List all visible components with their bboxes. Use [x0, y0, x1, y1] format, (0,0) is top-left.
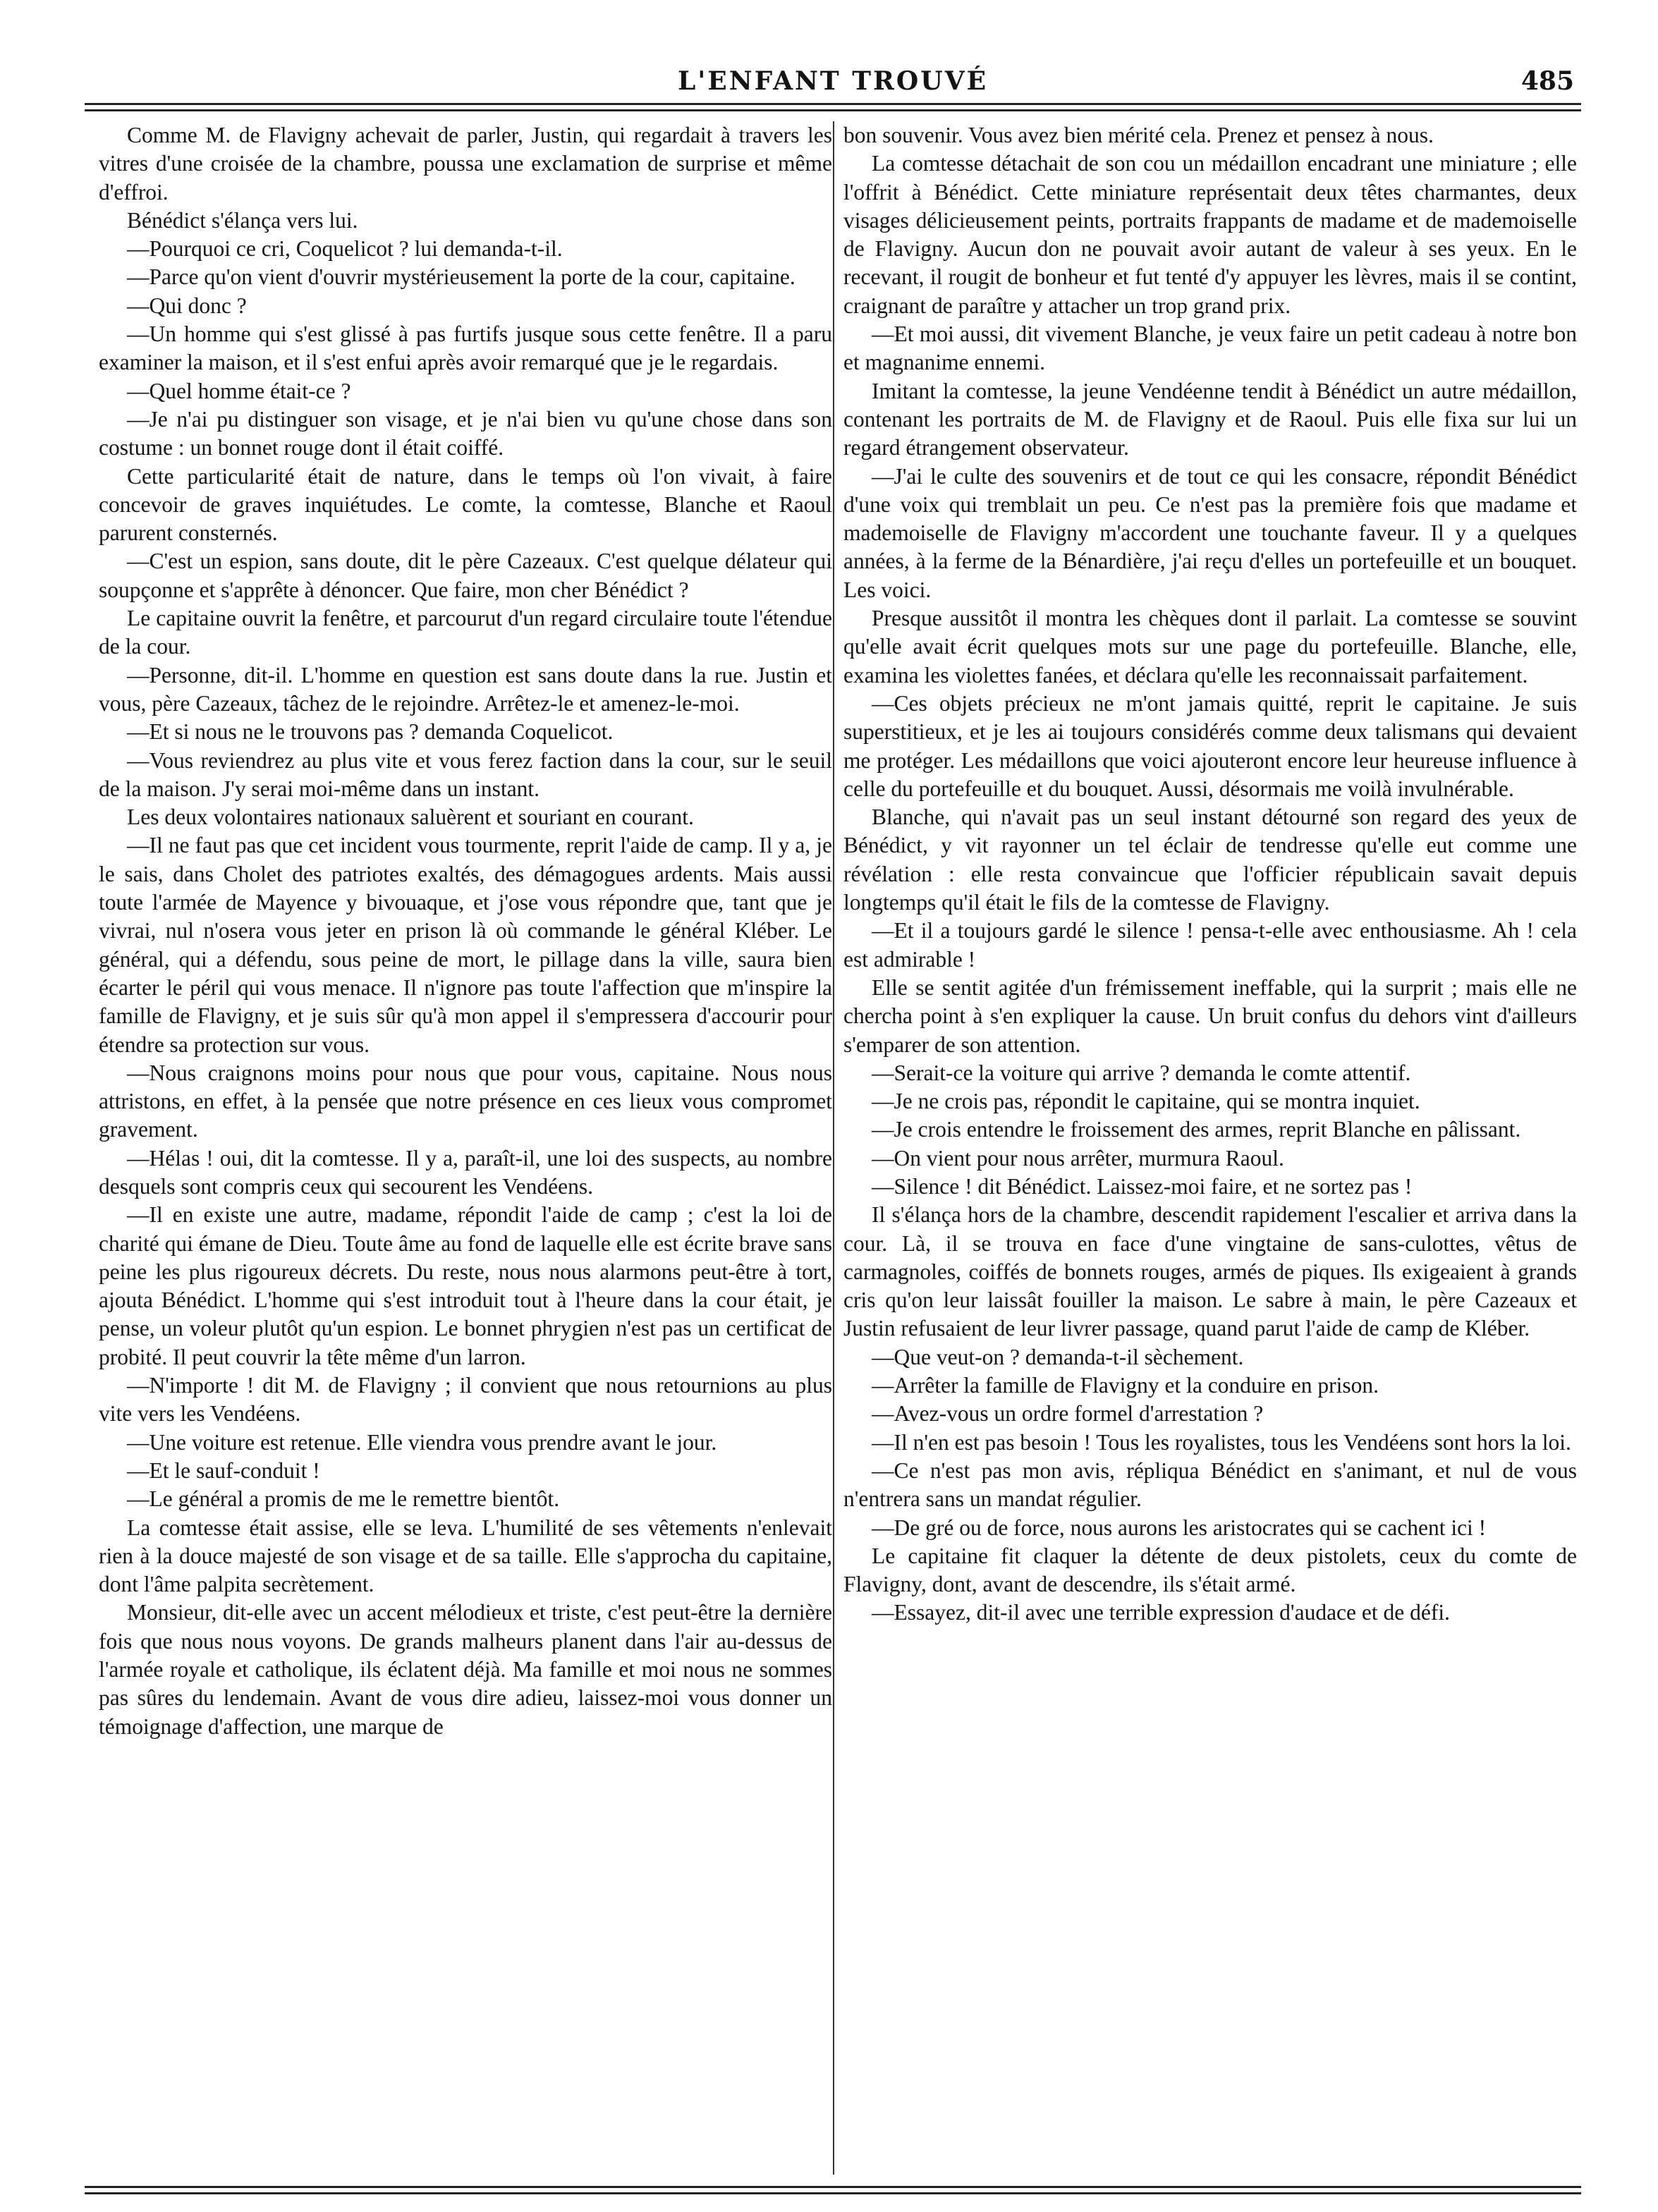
- paragraph: —Vous reviendrez au plus vite et vous ferez faction dans la cour, sur le seuil de la maison. J'y serai moi-même dans un instant.: [99, 747, 832, 801]
- header-rule: [85, 109, 1581, 111]
- paragraph: —Et si nous ne le trouvons pas ? demanda Coquelicot.: [127, 719, 614, 745]
- paragraph: —Nous craignons moins pour nous que pour vous, capitaine. Nous nous attristons, en effet, à la pensée que notre présence en ces lieux vous compromet gravement.: [99, 1060, 832, 1142]
- paragraph: —Essayez, dit-il avec une terrible expression d'audace et de défi.: [872, 1600, 1450, 1625]
- paragraph: —Et il a toujours gardé le silence ! pensa-t-elle avec enthousiasme. Ah ! cela est admirable !: [843, 918, 1577, 972]
- paragraph: La comtesse détachait de son cou un médaillon encadrant une miniature ; elle l'offrit à Bénédict. Cette miniature représentait deux têtes charmantes, deux visages délicieusement peints, portraits frappants de madame et de mademoiselle de Flavigny. Aucun don ne pouvait avoir autant de valeur à ses yeux. En le recevant, il rougit de bonheur et fut tenté d'y appuyer les lèvres, mais il se contint, craignant de paraître y attacher un trop grand prix.: [843, 151, 1577, 318]
- paragraph: La comtesse était assise, elle se leva. L'humilité de ses vêtements n'enlevait rien à la douce majesté de son visage et de sa taille. Elle s'approcha du capitaine, dont l'âme palpita secrètement.: [99, 1515, 832, 1597]
- paragraph: —Et moi aussi, dit vivement Blanche, je veux faire un petit cadeau à notre bon et magnanime ennemi.: [843, 322, 1577, 375]
- paragraph: —Et le sauf-conduit !: [127, 1458, 320, 1483]
- paragraph: —Une voiture est retenue. Elle viendra vous prendre avant le jour.: [127, 1429, 717, 1455]
- paragraph: —Parce qu'on vient d'ouvrir mystérieusement la porte de la cour, capitaine.: [127, 264, 796, 290]
- header-rule: [85, 103, 1581, 105]
- paragraph: —Hélas ! oui, dit la comtesse. Il y a, paraît-il, une loi des suspects, au nombre desquels sont compris ceux qui secourent les Vendéens.: [99, 1145, 832, 1199]
- paragraph: —Serait-ce la voiture qui arrive ? demanda le comte attentif.: [872, 1060, 1411, 1085]
- paragraph: —Avez-vous un ordre formel d'arrestation ?: [872, 1401, 1264, 1426]
- paragraph: —Pourquoi ce cri, Coquelicot ? lui demanda-t-il.: [127, 236, 563, 262]
- paragraph: Blanche, qui n'avait pas un seul instant détourné son regard des yeux de Bénédict, y vit rayonner un tel éclair de tendresse qu'elle eut comme une révélation : elle resta convaincue que l'officier républicain savait depuis longtemps qu'il était le fils de la comtesse de Flavigny.: [843, 805, 1577, 915]
- paragraph: —N'importe ! dit M. de Flavigny ; il convient que nous retournions au plus vite vers les Vendéens.: [99, 1373, 832, 1426]
- paragraph: —Il en existe une autre, madame, répondit l'aide de camp ; c'est la loi de charité qui émane de Dieu. Toute âme au fond de laquelle elle est écrite brave sans peine les plus rigoureux décrets. Du reste, nous nous alarmons peut-être à tort, ajouta Bénédict. L'homme qui s'est introduit tout à l'heure dans la cour était, je pense, un voleur plutôt qu'un espion. Le bonnet phrygien n'est pas un certificat de probité. Il peut couvrir la tête même d'un larron.: [99, 1202, 832, 1369]
- footer-rule: [85, 2192, 1581, 2194]
- paragraph: —Ces objets précieux ne m'ont jamais quitté, reprit le capitaine. Je suis superstitieux, et je les ai toujours considérés comme deux talismans qui devaient me protéger. Les médaillons que voici ajouteront encore leur heureuse influence à celle du portefeuille et du bouquet. Aussi, désormais me voilà invulnérable.: [843, 690, 1577, 801]
- paragraph: —Le général a promis de me le remettre bientôt.: [127, 1486, 560, 1512]
- paragraph: —Je crois entendre le froissement des armes, reprit Blanche en pâlissant.: [872, 1117, 1521, 1142]
- paragraph: —Je n'ai pu distinguer son visage, et je n'ai bien vu qu'une chose dans son costume : un bonnet rouge dont il était coiffé.: [99, 406, 832, 460]
- running-title: L'ENFANT TROUVÉ: [677, 66, 989, 96]
- paragraph: —Que veut-on ? demanda-t-il sèchement.: [872, 1344, 1244, 1369]
- paragraph: —Silence ! dit Bénédict. Laissez-moi faire, et ne sortez pas !: [872, 1173, 1413, 1199]
- paragraph: —Personne, dit-il. L'homme en question est sans doute dans la rue. Justin et vous, père Cazeaux, tâchez de le rejoindre. Arrêtez-le et amenez-le-moi.: [99, 662, 832, 716]
- paragraph: —De gré ou de force, nous aurons les aristocrates qui se cachent ici !: [872, 1515, 1487, 1540]
- paragraph: —On vient pour nous arrêter, murmura Raoul.: [872, 1145, 1284, 1171]
- paragraph: —Qui donc ?: [127, 293, 247, 318]
- paragraph: Le capitaine fit claquer la détente de deux pistolets, ceux du comte de Flavigny, dont, avant de descendre, ils s'était armé.: [843, 1543, 1577, 1597]
- paragraph: Monsieur, dit-elle avec un accent mélodieux et triste, c'est peut-être la dernière fois que nous nous voyons. De grands malheurs planent dans l'air au-dessus de l'armée royale et catholique, ils éclatent déjà. Ma famille et moi nous ne sommes pas sûres du lendemain. Avant de vous dire adieu, laissez-moi vous donner un témoignage d'affection, une marque de: [99, 1600, 832, 1739]
- paragraph: Imitant la comtesse, la jeune Vendéenne tendit à Bénédict un autre médaillon, contenant les portraits de M. de Flavigny et de Raoul. Puis elle fixa sur lui un regard étrangement observateur.: [843, 378, 1577, 460]
- paragraph: Elle se sentit agitée d'un frémissement ineffable, qui la surprit ; mais elle ne chercha point à s'en expliquer la cause. Un bruit confus du dehors vint d'ailleurs s'emparer de son attention.: [843, 974, 1577, 1057]
- paragraph: —C'est un espion, sans doute, dit le père Cazeaux. C'est quelque délateur qui soupçonne et s'apprête à dénoncer. Que faire, mon cher Bénédict ?: [99, 549, 832, 602]
- paragraph: —Je ne crois pas, répondit le capitaine, qui se montra inquiet.: [872, 1089, 1420, 1114]
- paragraph: —Arrêter la famille de Flavigny et la conduire en prison.: [872, 1373, 1379, 1398]
- paragraph: —Ce n'est pas mon avis, répliqua Bénédict en s'animant, et nul de vous n'entrera sans un mandat régulier.: [843, 1458, 1577, 1512]
- paragraph: Les deux volontaires nationaux saluèrent et souriant en courant.: [127, 805, 694, 830]
- paragraph: —Il ne faut pas que cet incident vous tourmente, reprit l'aide de camp. Il y a, je le sais, dans Cholet des patriotes exaltés, des démagogues ardents. Mais aussi toute l'armée de Mayence y bivouaque, et j'ose vous répondre que, tant que je vivrai, nul n'osera vous jeter en prison là où commande le général Kléber. Le général, qui a défendu, sous peine de mort, le pillage dans la ville, saura bien écarter le péril qui vous menace. Il n'ignore pas toute l'affection que m'inspire la famille de Flavigny, et je suis sûr qu'à mon appel il s'empressera d'accourir pour étendre sa protection sur vous.: [99, 833, 832, 1057]
- paragraph: Cette particularité était de nature, dans le temps où l'on vivait, à faire concevoir de graves inquiétudes. Le comte, la comtesse, Blanche et Raoul parurent consternés.: [99, 463, 832, 546]
- paragraph: Il s'élança hors de la chambre, descendit rapidement l'escalier et arriva dans la cour. Là, il se trouva en face d'une vingtaine de sans-culottes, vêtus de carmagnoles, coiffés de bonnets rouges, armés de piques. Ils exigeaient à grands cris qu'on leur laissât fouiller la maison. Le sabre à main, le père Cazeaux et Justin refusaient de leur livrer passage, quand parut l'aide de camp de Kléber.: [843, 1202, 1577, 1341]
- paragraph: bon souvenir. Vous avez bien mérité cela. Prenez et pensez à nous.: [843, 123, 1434, 147]
- paragraph: —Un homme qui s'est glissé à pas furtifs jusque sous cette fenêtre. Il a paru examiner la maison, et il s'est enfui après avoir remarqué que je le regardais.: [99, 322, 832, 375]
- column-divider: [833, 121, 834, 2175]
- footer-rule: [85, 2186, 1581, 2188]
- page-number: 485: [1520, 66, 1574, 96]
- paragraph: Le capitaine ouvrit la fenêtre, et parcourut d'un regard circulaire toute l'étendue de la cour.: [99, 606, 832, 659]
- paragraph: —Quel homme était-ce ?: [127, 378, 351, 403]
- paragraph: Comme M. de Flavigny achevait de parler, Justin, qui regardait à travers les vitres d'une croisée de la chambre, poussa une exclamation de surprise et même d'effroi.: [99, 123, 832, 204]
- page-header: [85, 65, 1581, 97]
- paragraph: Presque aussitôt il montra les chèques dont il parlait. La comtesse se souvint qu'elle avait écrit quelques mots sur une page du portefeuille. Blanche, elle, examina les violettes fanées, et déclara qu'elle les reconnaissait parfaitement.: [843, 606, 1577, 688]
- right-column: [843, 121, 1577, 2175]
- left-column: [99, 121, 832, 2175]
- paragraph: Bénédict s'élança vers lui.: [127, 207, 358, 233]
- paragraph: —Il n'en est pas besoin ! Tous les royalistes, tous les Vendéens sont hors la loi.: [872, 1429, 1571, 1455]
- paragraph: —J'ai le culte des souvenirs et de tout ce qui les consacre, répondit Bénédict d'une voix qui tremblait un peu. Ce n'est pas la première fois que madame et mademoiselle de Flavigny m'accordent une touchante faveur. Il y a quelques années, à la ferme de la Bénardière, j'ai reçu d'elles un portefeuille et un bouquet. Les voici.: [843, 463, 1577, 602]
